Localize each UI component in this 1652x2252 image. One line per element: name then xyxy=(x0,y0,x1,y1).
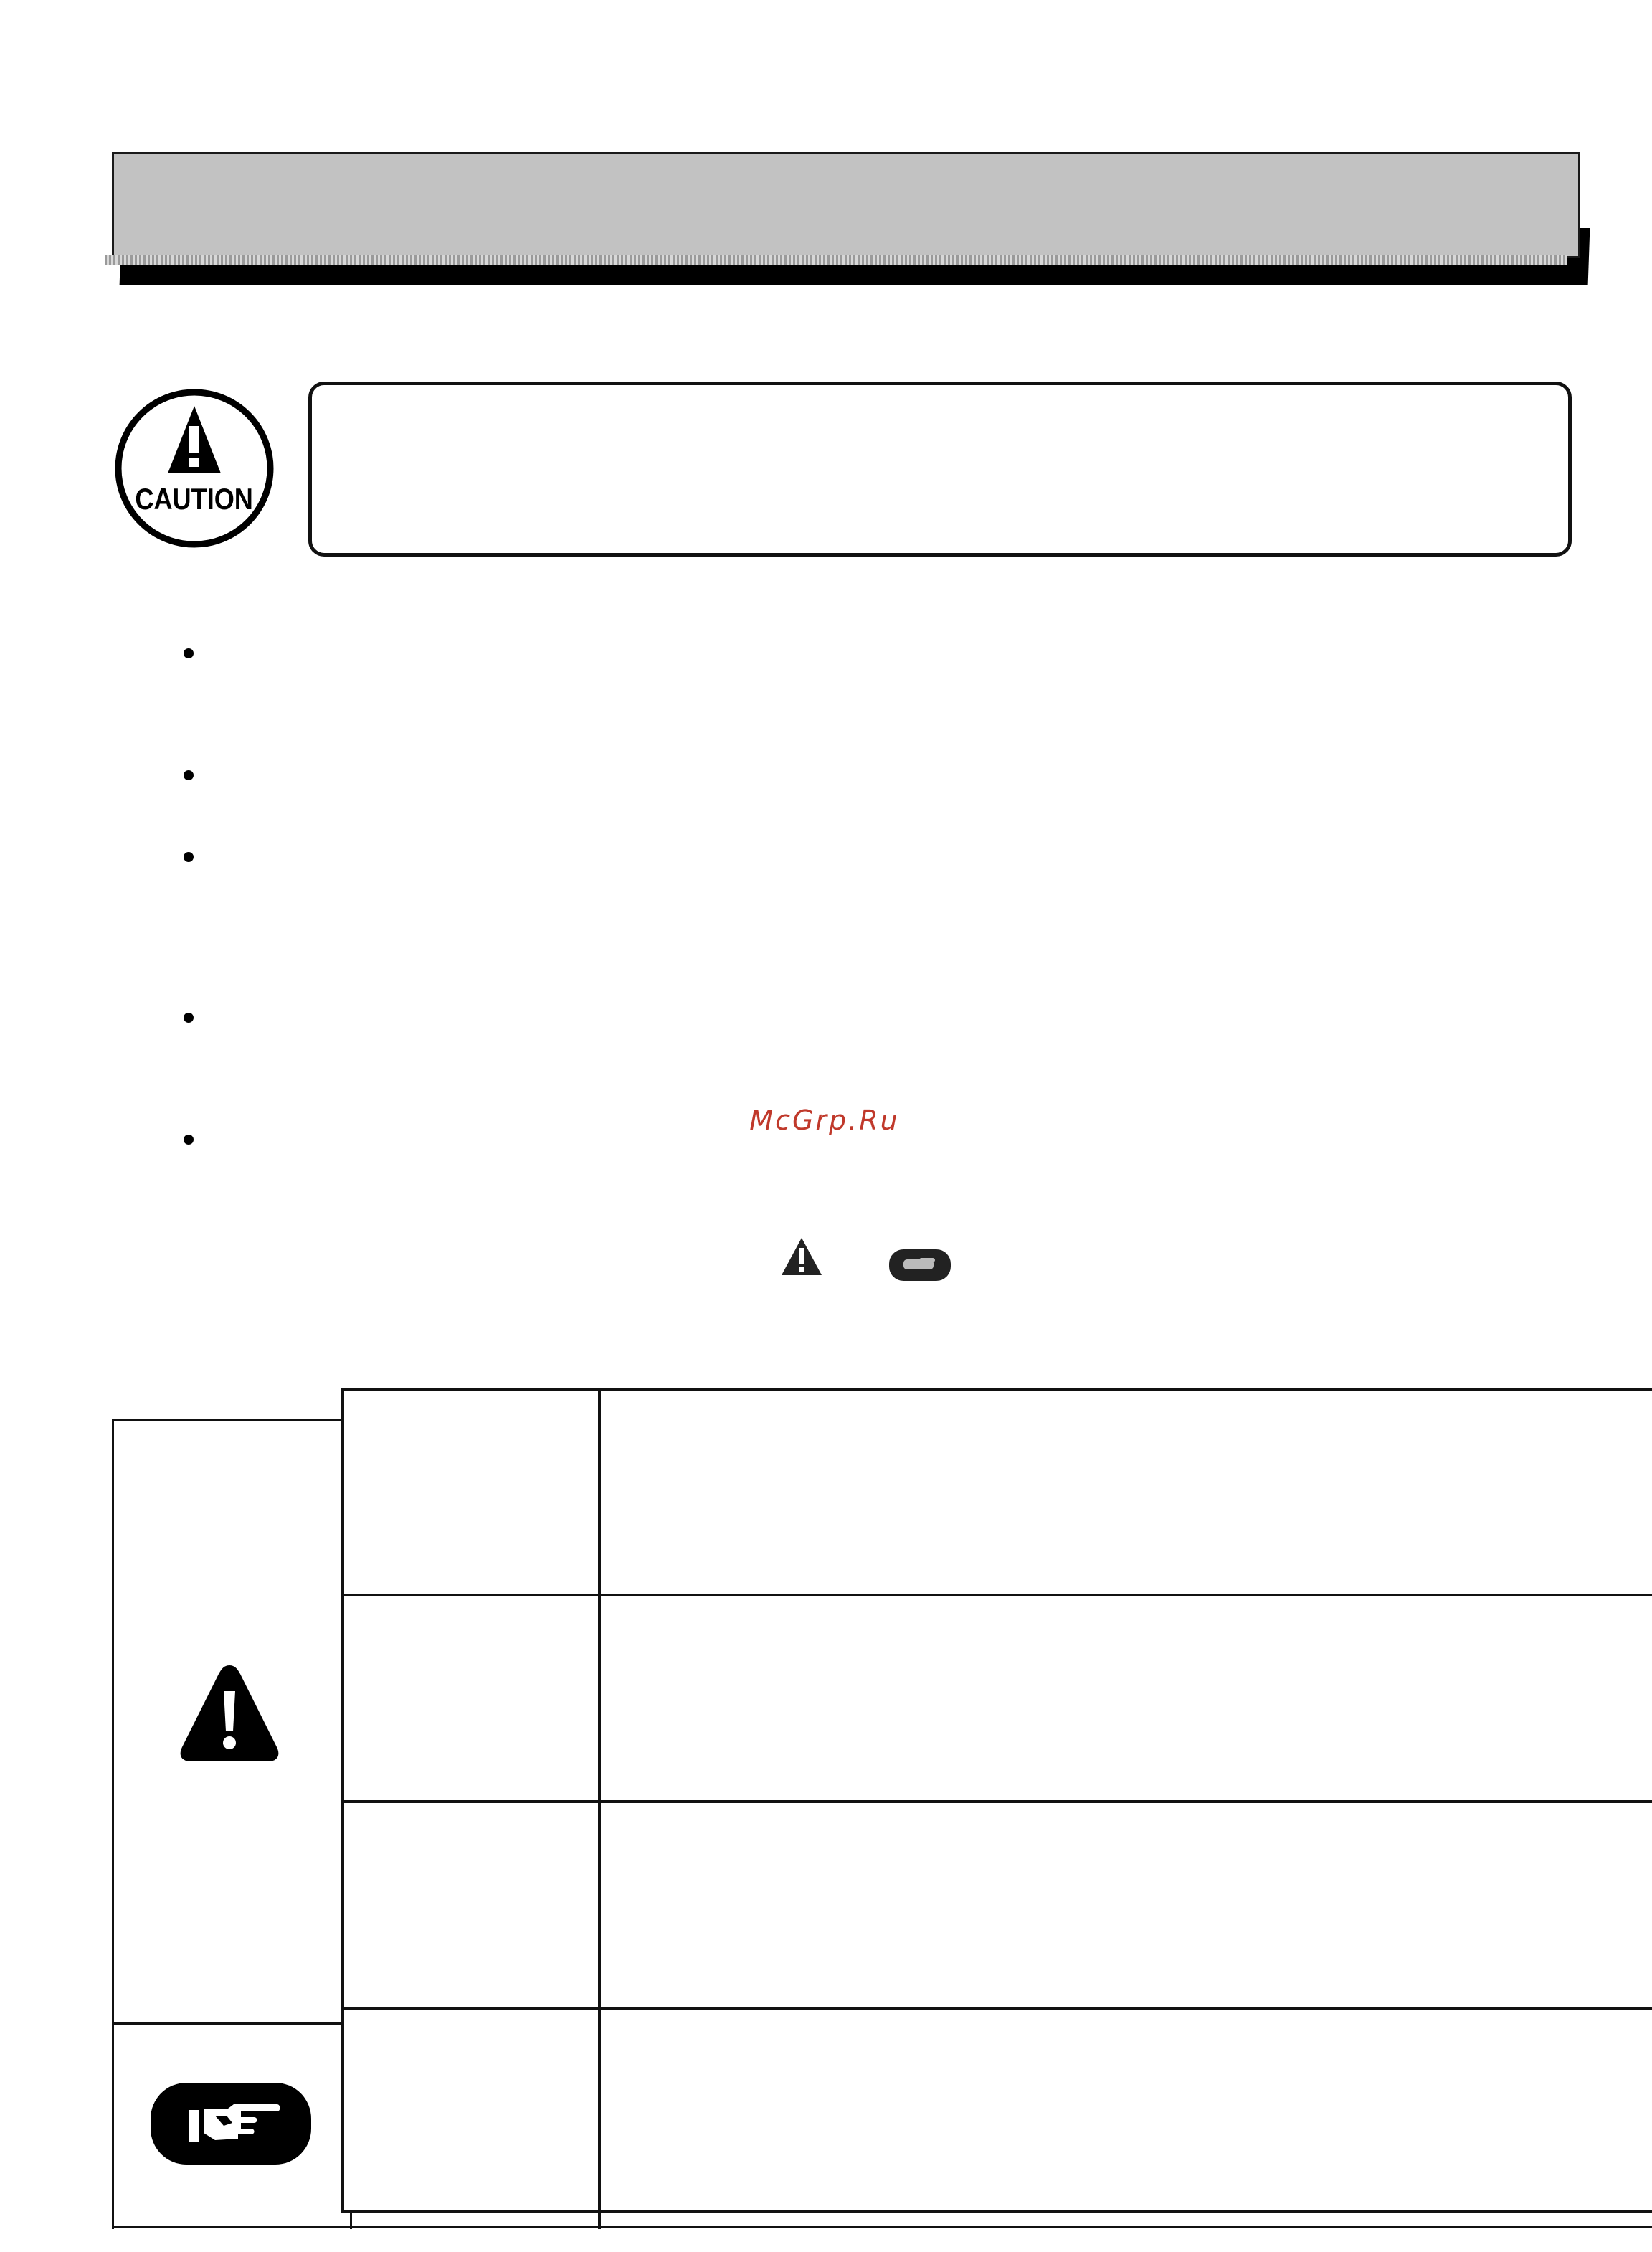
watermark: McGrp.Ru xyxy=(749,1104,900,1136)
caution-triangle-icon xyxy=(780,1236,823,1277)
bullet-list xyxy=(184,0,1546,1219)
pointing-hand-icon xyxy=(888,1248,952,1282)
bullet-dot xyxy=(184,1135,194,1145)
bullet-dot xyxy=(184,648,194,658)
bullet-dot xyxy=(184,1013,194,1023)
bullet-dot xyxy=(184,852,194,862)
caution-icon-label: CAUTION xyxy=(135,483,253,516)
pointing-hand-icon xyxy=(149,2081,313,2166)
warning-triangle-icon xyxy=(178,1662,281,1763)
bullet-dot xyxy=(184,770,194,780)
symbol-table xyxy=(109,1388,1586,2235)
